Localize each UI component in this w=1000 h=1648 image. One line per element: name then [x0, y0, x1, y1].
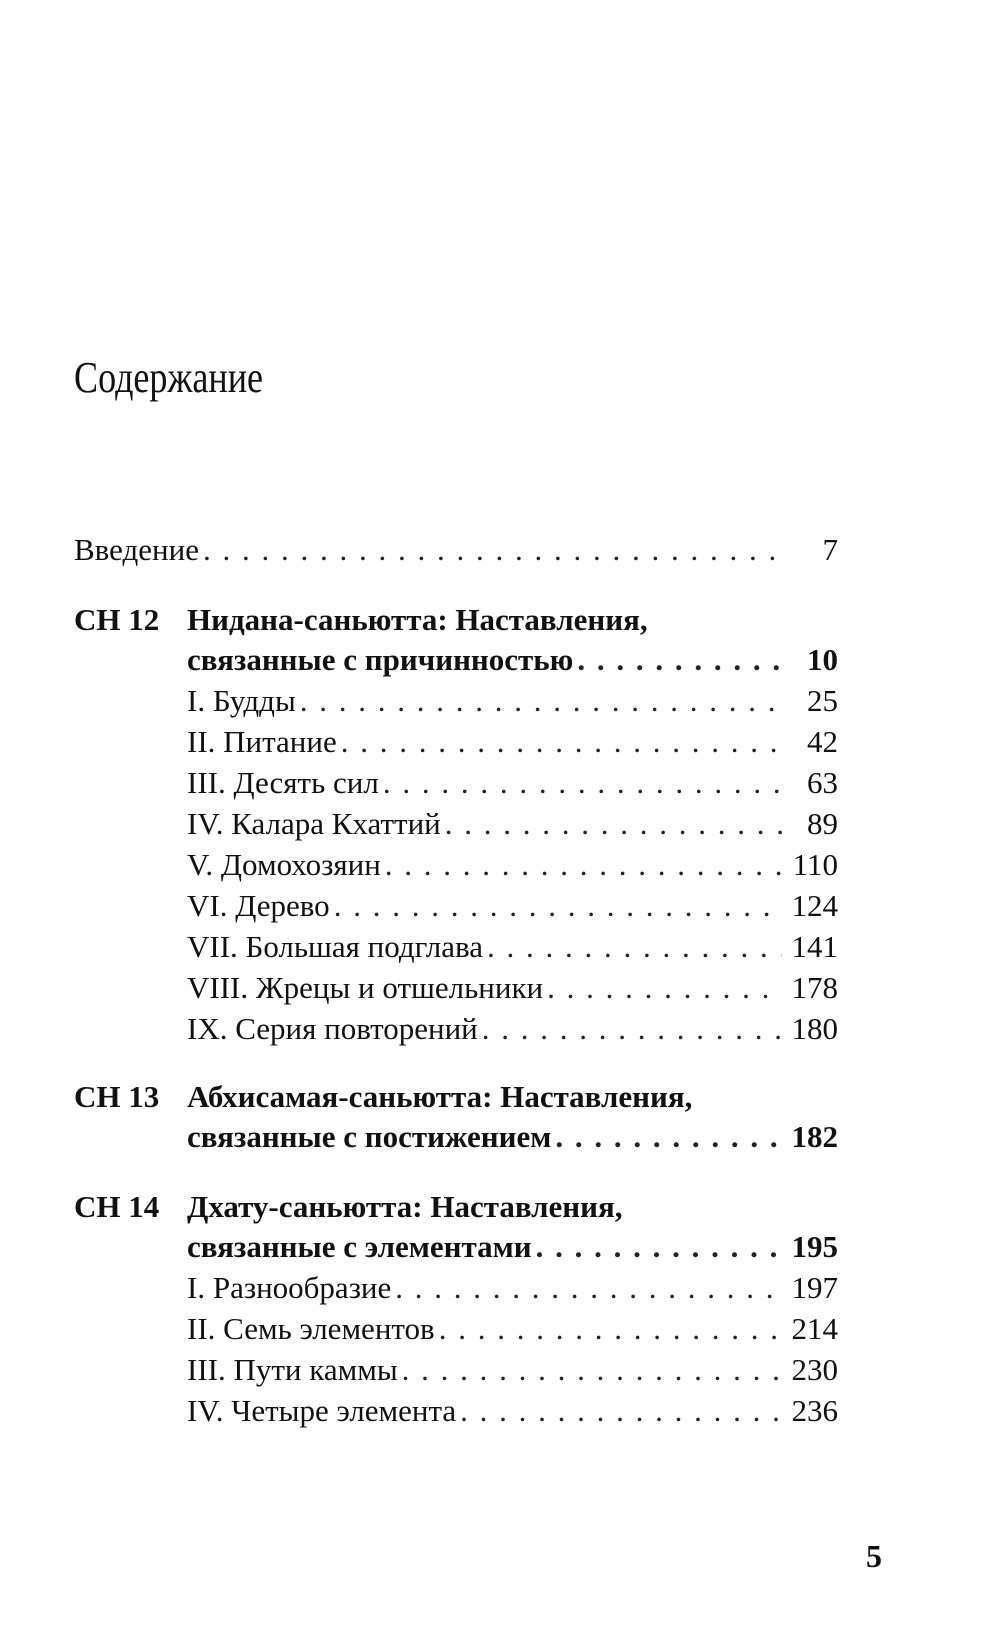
toc-entry-label: V. Домохозяин	[187, 847, 381, 882]
toc-entry-label: IV. Калара Кхаттий	[187, 806, 441, 841]
dot-leader	[487, 927, 782, 967]
toc-entry-ch12-item[interactable]	[187, 1009, 838, 1049]
dot-leader	[341, 722, 788, 762]
dot-leader	[555, 1117, 781, 1157]
chapter-code-ch14: СН 14	[74, 1189, 160, 1224]
dot-leader	[203, 530, 788, 570]
toc-entry-label: II. Семь элементов	[187, 1311, 435, 1346]
toc-entry-ch12-item[interactable]	[187, 681, 838, 721]
chapter-title-ch12[interactable]: Нидана-саньютта: Наставления,	[187, 602, 648, 637]
toc-entry-page: 63	[807, 765, 838, 800]
dot-leader	[402, 1350, 782, 1390]
toc-entry-page: 182	[791, 1119, 838, 1154]
dot-leader	[385, 845, 783, 885]
dot-leader	[482, 1009, 782, 1049]
toc-entry-label: I. Будды	[187, 683, 296, 718]
dot-leader	[460, 1391, 781, 1431]
toc-entry-ch12-item[interactable]	[187, 763, 838, 803]
toc-entry-ch12-item[interactable]	[187, 845, 838, 885]
chapter-title-ch14[interactable]: Дхату-саньютта: Наставления,	[187, 1189, 623, 1224]
chapter-title-ch13[interactable]: Абхисамая-саньютта: Наставления,	[187, 1079, 693, 1114]
toc-entry-ch14-item[interactable]	[187, 1350, 838, 1390]
toc-entry-label: III. Десять сил	[187, 765, 379, 800]
toc-entry-label: IX. Серия повторений	[187, 1011, 478, 1046]
toc-entry-label: VIII. Жрецы и отшельники	[187, 970, 544, 1005]
toc-entry-page: 236	[791, 1393, 838, 1428]
toc-entry-ch14-item[interactable]	[187, 1391, 838, 1431]
dot-leader	[547, 968, 781, 1008]
toc-entry-label: VII. Большая подглава	[187, 929, 483, 964]
toc-entry-page: 180	[791, 1011, 838, 1046]
dot-leader	[300, 681, 788, 721]
toc-entry-ch12-item[interactable]	[187, 927, 838, 967]
toc-entry-ch12-item[interactable]	[187, 722, 838, 762]
toc-entry-label: IV. Четыре элемента	[187, 1393, 457, 1428]
toc-entry-page: 7	[822, 532, 838, 567]
toc-entry-label: II. Питание	[187, 724, 337, 759]
toc-entry-ch13[interactable]	[187, 1117, 838, 1157]
toc-entry-page: 214	[791, 1311, 838, 1346]
toc-entry-label: связанные с элементами	[187, 1229, 532, 1264]
toc-entry-label: VI. Дерево	[187, 888, 330, 923]
dot-leader	[445, 804, 788, 844]
toc-entry-page: 178	[791, 970, 838, 1005]
toc-entry-ch12-item[interactable]	[187, 804, 838, 844]
toc-entry-page: 230	[791, 1352, 838, 1387]
toc-entry-ch14[interactable]	[187, 1227, 838, 1267]
toc-entry-page: 10	[807, 642, 838, 677]
dot-leader	[395, 1268, 781, 1308]
dot-leader	[536, 1227, 782, 1267]
toc-entry-label: Введение	[74, 532, 199, 567]
toc-entry-ch14-item[interactable]	[187, 1268, 838, 1308]
toc-entry-ch14-item[interactable]	[187, 1309, 838, 1349]
folio-page-number: 5	[866, 1538, 882, 1574]
dot-leader	[577, 640, 788, 680]
chapter-code-ch13: СН 13	[74, 1079, 160, 1114]
toc-entry-label: I. Разнообразие	[187, 1270, 392, 1305]
toc-entry-page: 197	[791, 1270, 838, 1305]
toc-entry-ch12[interactable]	[187, 640, 838, 680]
toc-entry-label: связанные с постижением	[187, 1119, 552, 1154]
toc-entry-page: 25	[807, 683, 838, 718]
page-title: Содержание	[74, 353, 264, 402]
chapter-code-ch12: СН 12	[74, 602, 160, 637]
toc-entry-page: 141	[791, 929, 838, 964]
toc-entry-page: 89	[807, 806, 838, 841]
toc-entry-ch12-item[interactable]	[187, 886, 838, 926]
toc-entry-page: 195	[791, 1229, 838, 1264]
dot-leader	[334, 886, 782, 926]
toc-entry-page: 124	[791, 888, 838, 923]
toc-entry-label: связанные с причинностью	[187, 642, 574, 677]
toc-entry-page: 42	[807, 724, 838, 759]
toc-entry-introduction[interactable]	[74, 530, 838, 570]
dot-leader	[439, 1309, 782, 1349]
dot-leader	[383, 763, 788, 803]
toc-entry-label: III. Пути каммы	[187, 1352, 398, 1387]
toc-entry-page: 110	[792, 847, 838, 882]
toc-entry-ch12-item[interactable]	[187, 968, 838, 1008]
